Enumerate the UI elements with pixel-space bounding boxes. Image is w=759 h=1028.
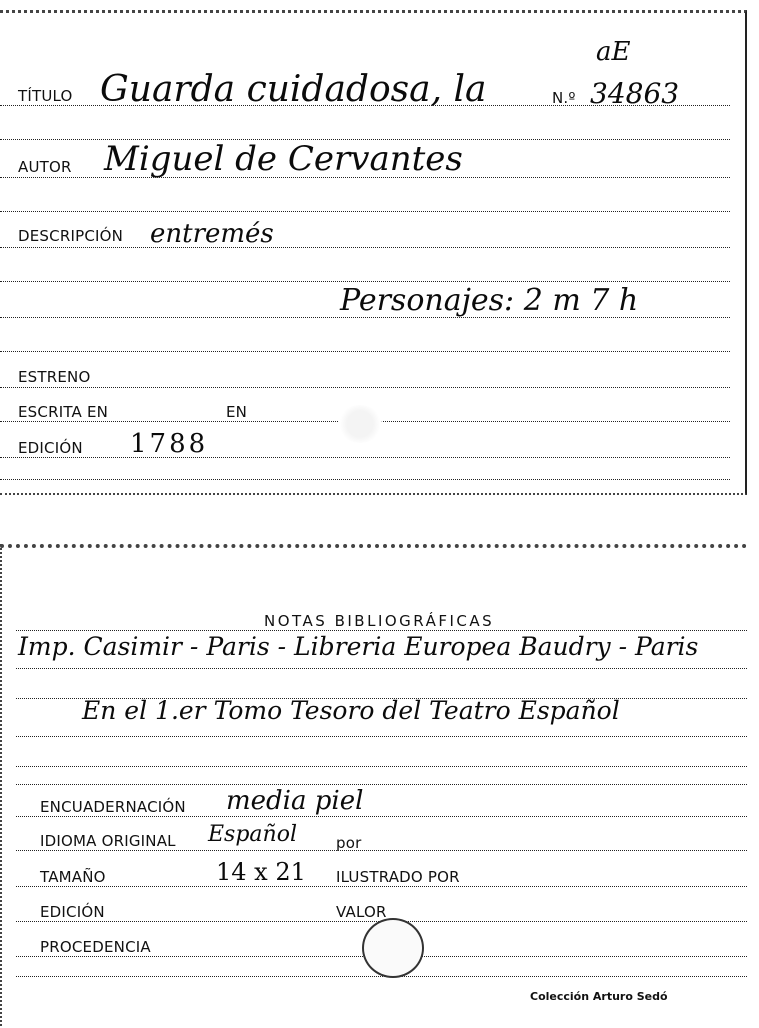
catalog-card-bottom xyxy=(0,544,747,1026)
estreno-label: ESTRENO xyxy=(18,368,91,386)
idioma-label: IDIOMA ORIGINAL xyxy=(40,832,176,850)
tamano-value: 14 x 21 xyxy=(216,858,306,886)
rule xyxy=(16,736,747,737)
encuadernacion-label: ENCUADERNACIÓN xyxy=(40,798,186,816)
rule xyxy=(0,105,730,106)
rule xyxy=(16,784,747,785)
coleccion-stamp: Colección Arturo Sedó xyxy=(530,990,668,1003)
edicion-bottom-label: EDICIÓN xyxy=(40,903,105,921)
rule xyxy=(0,317,730,318)
notas-heading: NOTAS BIBLIOGRÁFICAS xyxy=(264,612,495,630)
rule xyxy=(0,211,730,212)
rule xyxy=(16,668,747,669)
rule xyxy=(16,630,747,631)
rule xyxy=(16,816,747,817)
idioma-value: Español xyxy=(208,822,297,847)
descripcion-value: entremés xyxy=(150,219,274,249)
encuadernacion-value: media piel xyxy=(226,786,364,816)
por-label: por xyxy=(336,834,362,852)
catalog-card-top xyxy=(0,10,747,495)
rule xyxy=(0,247,730,248)
rule xyxy=(16,886,747,887)
rule xyxy=(0,281,730,282)
edicion-label: EDICIÓN xyxy=(18,439,83,457)
rule xyxy=(16,850,747,851)
punch-hole-mark xyxy=(338,405,382,443)
edicion-value: 1788 xyxy=(130,429,209,459)
rule xyxy=(0,351,730,352)
numero-value: 34863 xyxy=(590,77,680,110)
personajes-note: Personajes: 2 m 7 h xyxy=(340,283,639,318)
titulo-label: TÍTULO xyxy=(18,87,73,105)
escrita-en-place-label: EN xyxy=(226,403,248,421)
rule xyxy=(0,479,730,480)
catalog-code: aE xyxy=(596,37,631,67)
punch-hole-mark xyxy=(362,918,424,978)
notes-line-2: En el 1.er Tomo Tesoro del Teatro Español xyxy=(82,696,620,725)
escrita-en-label: ESCRITA EN xyxy=(18,403,109,421)
autor-value: Miguel de Cervantes xyxy=(104,139,463,179)
tamano-label: TAMAÑO xyxy=(40,868,106,886)
procedencia-label: PROCEDENCIA xyxy=(40,938,151,956)
valor-label: VALOR xyxy=(336,903,387,921)
ilustrado-por-label: ILUSTRADO POR xyxy=(336,868,460,886)
rule xyxy=(16,766,747,767)
descripcion-label: DESCRIPCIÓN xyxy=(18,227,124,245)
notes-line-1: Imp. Casimir - Paris - Libreria Europea Baudry - Paris xyxy=(18,632,699,661)
autor-label: AUTOR xyxy=(18,158,72,176)
rule xyxy=(0,387,730,388)
titulo-value: Guarda cuidadosa, la xyxy=(100,69,487,110)
rule xyxy=(0,457,730,458)
numero-label: N.º xyxy=(552,89,576,107)
rule xyxy=(0,177,730,178)
